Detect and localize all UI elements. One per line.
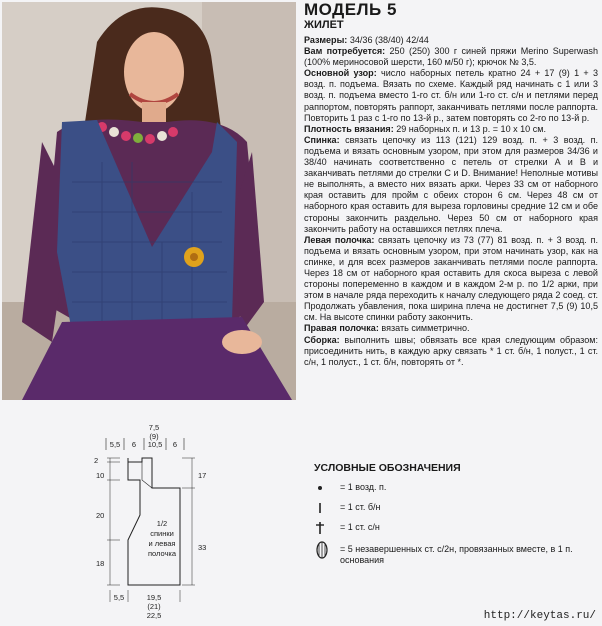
gauge-paragraph: Плотность вязания: 29 наборных п. и 13 р. = 10 х 10 см. xyxy=(304,123,546,134)
sizes-paragraph: Размеры: 34/36 (38/40) 42/44 xyxy=(304,35,429,45)
model-photo-illustration xyxy=(2,2,296,400)
schema-bottom-1: 19,5 xyxy=(146,593,162,602)
schema-bottom-2: (21) xyxy=(147,602,161,611)
materials-paragraph: Вам потребуется: 250 (250) 300 г синей пряжи Merino Superwash (100% мериносовой шерсти, 160 м/50 г); крючок № 3,5. xyxy=(304,46,598,68)
schema-h-33: 33 xyxy=(198,543,207,552)
legend xyxy=(314,462,598,575)
bar-symbol-icon xyxy=(314,501,334,515)
item-title: ЖИЛЕТ xyxy=(304,19,344,31)
model-title: МОДЕЛЬ 5 xyxy=(304,0,397,19)
schema-h-18: 18 xyxy=(96,559,105,568)
schema-seg-left: 5,5 xyxy=(109,440,121,449)
schema-h-2: 2 xyxy=(94,456,99,465)
model-photo xyxy=(2,2,296,400)
schema-h-17: 17 xyxy=(198,471,207,480)
legend-title: УСЛОВНЫЕ ОБОЗНАЧЕНИЯ xyxy=(314,462,461,474)
legend-item-chain: = 1 возд. п. xyxy=(314,482,598,493)
back-paragraph: Спинка: связать цепочку из 113 (121) 129 возд. п. + 3 возд. п. подъема и вязать основным узором, при этом для размеров 34/36 и 38/40 начинать соответственно с петель от стрелки А и В и заканчивать петлями до стрелки С и D. Внимание! Неполные мотивы не выполнять, а вместо них вязать арки. Через 33 см от наборного края оставить для пройм с обеих сторон 6 см. Через 48 см от наборного края оставить для выреза горловины средние 12 см и обе стороны закончить раздельно. Через 50 см от наборного края закончить работу на оставшихся петлях плеча. xyxy=(304,134,598,234)
schema-bottom-left: 5,5 xyxy=(113,593,125,602)
schema-seg-6a: 6 xyxy=(131,440,137,449)
schema-label-2: спинки xyxy=(150,529,174,538)
schema-label-4: полочка xyxy=(147,549,177,558)
right-front-paragraph: Правая полочка: вязать симметрично. xyxy=(304,323,470,334)
schema-top-width: 7,5 xyxy=(148,423,160,432)
schema-bottom-3: 22,5 xyxy=(146,611,162,620)
assembly-paragraph: Сборка: выполнить швы; обвязать все края следующим образом: присоединить нить, в каждую арку связать * 1 ст. б/н, 1 полуст., 1 ст. с/н, 1 полуст., 1 ст. б/н, повторять от *. xyxy=(304,334,598,367)
schema-top-width-2: (9) xyxy=(149,432,159,441)
legend-item-dc: = 1 ст. с/н xyxy=(314,522,598,533)
cluster-symbol-icon xyxy=(314,540,334,560)
pattern-paragraph: Основной узор: число наборных петель кратно 24 + 17 (9) 1 + 3 возд. п. подъема. Вязать по схеме. Каждый ряд начинать с 1 или 3 возд. п. подъема вместо 1-го ст. б/н или 1-го ст. с/н и петлями перед раппортом, повторять раппорт, заканчивать петлями после раппорта. Повторить 1 раз с 1-го по 13-й р., затем повторять со 2-го по 13-й р. xyxy=(304,68,598,123)
legend-item-sc: = 1 ст. б/н xyxy=(314,502,598,513)
footer-url[interactable]: http://keytas.ru/ xyxy=(483,610,596,622)
cross-bar-symbol-icon xyxy=(314,521,334,535)
legend-item-cluster: = 5 незавершенных ст. с/2н, провязанных вместе, в 1 п. основания xyxy=(314,542,598,566)
pattern-schema xyxy=(80,420,220,620)
schema-label-3: и левая xyxy=(148,539,176,548)
schema-top-width-3: 10,5 xyxy=(147,440,163,449)
instructions-column xyxy=(304,0,598,368)
schema-seg-6b: 6 xyxy=(172,440,178,449)
schema-h-20: 20 xyxy=(96,511,105,520)
left-front-paragraph: Левая полочка: связать цепочку из 73 (77) 81 возд. п. + 3 возд. п. подъема и вязать основным узором, при этом начинать узор, как на спинке, и для всех размеров заканчивать петлями после раппорта. Через 18 см от наборного края оставить для скоса выреза с левой стороны попеременно в каждом и в каждом 2-м р. по 1/2 арки, при этом в начале ряда переходить к началу следующего ряда 2 соед. ст. Продолжать убавления, пока ширина плеча не достигнет 7,5 (9) 10,5 см. На высоте спинки работу закончить. xyxy=(304,234,598,323)
schema-h-10: 10 xyxy=(96,471,105,480)
schema-label-1: 1/2 xyxy=(156,519,168,528)
dot-symbol-icon xyxy=(314,481,334,495)
